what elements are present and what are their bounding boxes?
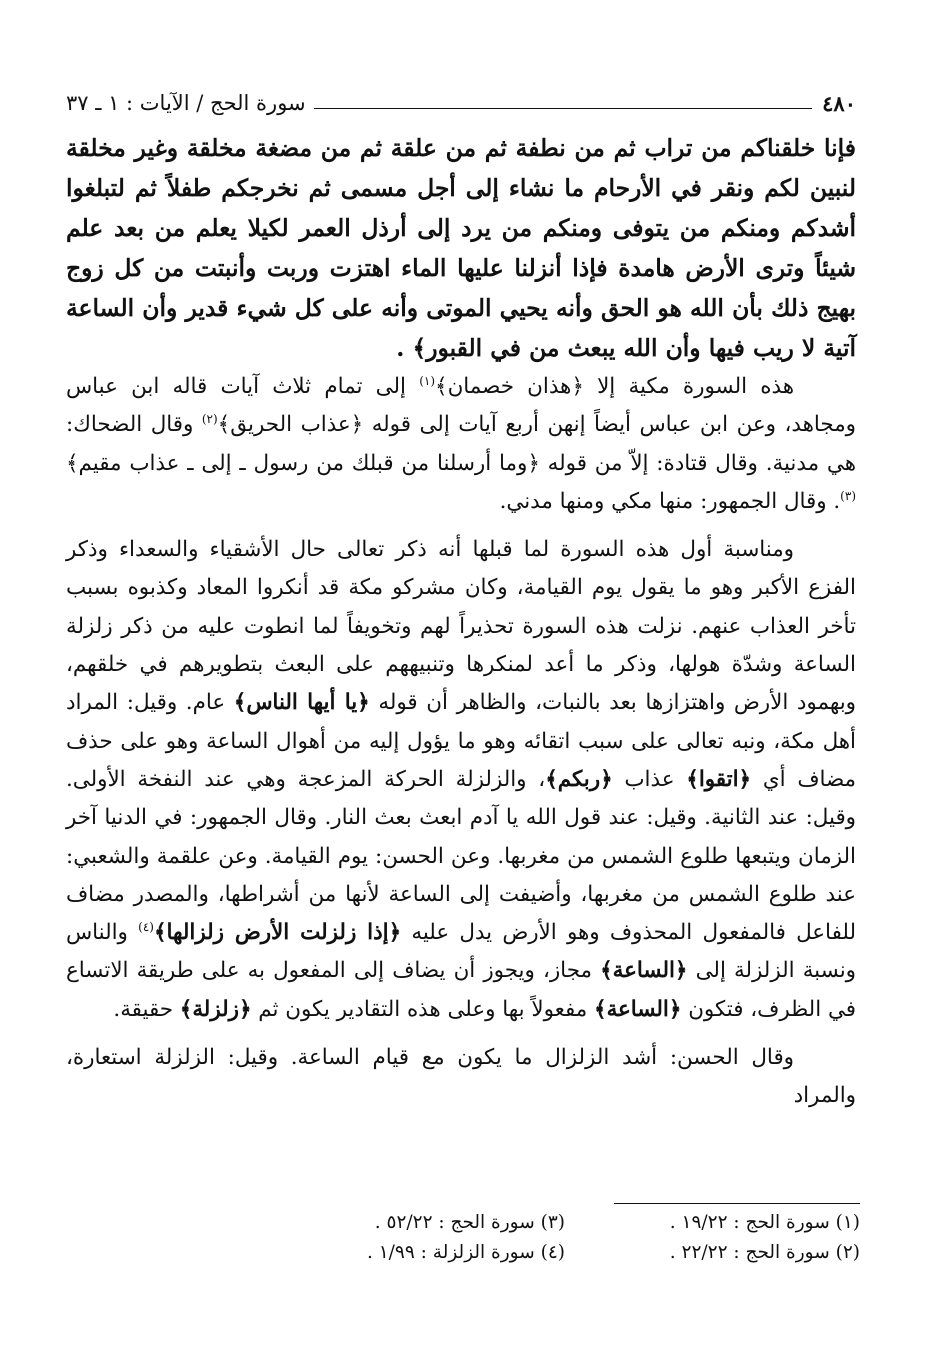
text-span: حقيقة. (113, 996, 180, 1022)
footnote-ref: (٣) (840, 488, 856, 503)
quote-span: ﴿إذا زلزلت الأرض زلزالها﴾ (153, 920, 402, 946)
text-span: مجاز، ويجوز أن يضاف إلى المفعول به على طريقة الاتساع في الظرف، فتكون (66, 958, 856, 1022)
quote-span: ﴿اتقوا﴾ (686, 766, 752, 792)
text-span: ، والزلزلة الحركة المزعجة وهي عند النفخة الأولى. وقيل: عند الثانية. وقيل: عند قول الله يا آدم ابعث بعث النار. وقال الجمهور: في الدنيا آخر الزمان ويتبعها طلوع الشمس من مغربها. وعن الحسن: يوم القيامة. وعن علقمة والشعبي: عند طلوع الشمس من مغربها، وأضيفت إلى الساعة لأنها من أشراطها، والمصدر مضاف للفاعل فالمفعول المحذوف وهو الأرض يدل عليه (66, 766, 856, 946)
footnote-ref: (١) (419, 373, 436, 388)
footnote-3: (٣) سورة الحج : ٥٢/٢٢ . (374, 1212, 565, 1233)
header-title: سورة الحج / الآيات : ١ ـ ٣٧ (66, 91, 306, 115)
paragraph-2 (66, 531, 856, 1029)
text-span: وقال الضحاك: هي مدنية. وقال قتادة: إلاّ من قوله ﴿وما أرسلنا من قبلك من رسول ـ إلى ـ عذاب مقيم﴾ (66, 412, 856, 476)
quote-span: ﴿زلزلة﴾ (179, 996, 252, 1022)
text-span: عذاب (612, 766, 687, 792)
footnote-ref: (٤) (138, 920, 154, 935)
text-span: إلى تمام ثلاث آيات قاله ابن عباس ومجاهد، وعن ابن عباس أيضاً إنهن أربع آيات إلى قوله ﴿عذاب الحريق﴾ (66, 374, 856, 438)
text-span: ومناسبة أول هذه السورة لما قبلها أنه ذكر تعالى حال الأشقياء والسعداء وذكر الفزع الأكبر وهو ما يقول يوم القيامة، وكان مشركو مكة قد أنكروا المعاد وكذبوه بسبب تأخر العذاب عنهم. نزلت هذه السورة تحذيراً لهم وتخويفاً لما انطوت عليه من ذكر زلزلة الساعة وشدّة هولها، وذكر ما أعد لمنكرها وتنبيههم على البعث بتطويرهم في خلقهم، وبهمود الأرض واهتزازها بعد بالنبات، والظاهر أن قوله (66, 537, 856, 716)
footnote-rule (614, 1203, 860, 1204)
quranic-verse: فإنا خلقناكم من تراب ثم من نطفة ثم من علقة ثم من مضغة مخلقة وغير مخلقة لنبين لكم ونقر في الأرحام ما نشاء إلى أجل مسمى ثم نخرجكم طفلاً ثم لتبلغوا أشدكم ومنكم من يتوفى ومنكم من يرد إلى أرذل العمر لكيلا يعلم من بعد علم شيئاً وترى الأرض هامدة فإذا أنزلنا عليها الماء اهتزت وربت وأنبتت من كل زوج بهيج ذلك بأن الله هو الحق وأنه يحيي الموتى وأنه على كل شيء قدير وأن الساعة آتية لا ريب فيها وأن الله يبعث من في القبور﴾ . (66, 134, 856, 362)
footnote-ref: (٢) (201, 412, 218, 427)
page-body (66, 86, 856, 1116)
footnotes (300, 1208, 860, 1268)
footnote-1: (١) سورة الحج : ١٩/٢٢ . (669, 1212, 860, 1233)
text-span: هذه السورة مكية إلا ﴿هذان خصمان﴾ (435, 374, 794, 399)
quote-span: ﴿ربكم﴾ (545, 766, 613, 792)
quote-span: ﴿الساعة﴾ (594, 996, 682, 1022)
running-header (66, 86, 856, 120)
quote-span: ﴿يا أيها الناس﴾ (233, 690, 370, 716)
paragraph-3: وقال الحسن: أشد الزلزال ما يكون مع قيام الساعة. وقيل: الزلزلة استعارة، والمراد (66, 1045, 856, 1109)
header-rule (314, 108, 813, 109)
footnote-2: (٢) سورة الحج : ٢٢/٢٢ . (669, 1242, 860, 1263)
footnote-4: (٤) سورة الزلزلة : ١/٩٩ . (366, 1242, 565, 1263)
quote-span: ﴿الساعة﴾ (600, 958, 688, 984)
text-span: مفعولاً بها وعلى هذه التقادير يكون ثم (251, 996, 595, 1022)
paragraph-1 (66, 368, 856, 521)
page-number: ٤٨٠ (822, 90, 856, 116)
text-span: . وقال الجمهور: منها مكي ومنها مدني. (499, 488, 841, 514)
text-span: عام. وقيل: المراد أهل مكة، ونبه تعالى على سبب اتقائه وهو ما يؤول إليه من أهوال الساعة وهو على حذف مضاف أي (66, 690, 857, 792)
text-span: والناس ونسبة الزلزلة إلى (66, 920, 857, 984)
